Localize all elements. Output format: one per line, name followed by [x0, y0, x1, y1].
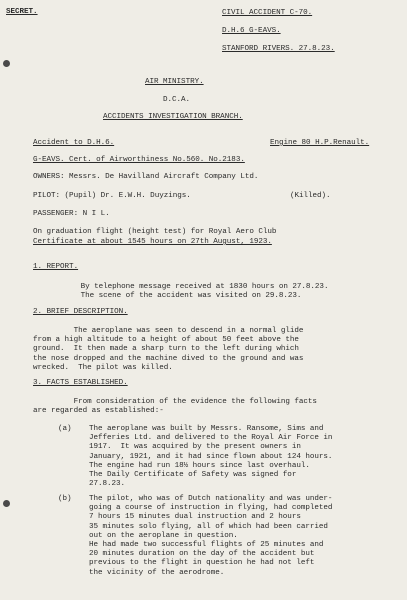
punch-hole-bottom — [3, 500, 10, 507]
item-b-body: The pilot, who was of Dutch nationality and was under- going a course of instruction in flying, had completed 7 hours 15 minutes dual instruction and 2 hours 35 minutes solo flying, all of which had been carried out on the aeroplane in question. He had made two successful flights of 25 minutes and 20 minutes duration on the day of the accident but previous to the flight in question he had not left the vicinity of the aerodrome. — [89, 495, 333, 577]
section-report-body: By telephone message received at 1830 hours on 27.8.23. The scene of the accident was visited on 29.8.23. — [80, 283, 329, 301]
item-b-label: (b) — [58, 495, 72, 503]
pilot-line: PILOT: (Pupil) Dr. E.W.H. Duyzings. — [33, 192, 191, 200]
section-description-body: The aeroplane was seen to descend in a normal glide from a high altitude to a height of about 50 feet above the ground. It then made a sharp turn to the left during which the nose dropped and the machine dived to the ground and was wrecked. The pilot was killed. — [33, 327, 304, 372]
section-facts-intro: From consideration of the evidence the following facts are regarded as established:- — [33, 398, 317, 416]
owners-line: OWNERS: Messrs. De Havilland Aircraft Company Ltd. — [33, 173, 259, 181]
section-report-heading: 1. REPORT. — [33, 263, 79, 271]
section-description-heading: 2. BRIEF DESCRIPTION. — [33, 308, 128, 316]
passenger-line: PASSENGER: N I L. — [33, 210, 110, 218]
secret-marking: SECRET. — [6, 8, 38, 16]
civil-accident-number: CIVIL ACCIDENT C-70. — [222, 9, 313, 17]
branch-title: ACCIDENTS INVESTIGATION BRANCH. — [103, 113, 243, 121]
ministry-title: AIR MINISTRY. — [145, 78, 204, 86]
engine-type: Engine 80 H.P.Renault. — [270, 139, 370, 147]
flight-description-2: Certificate at about 1545 hours on 27th August, 1923. — [33, 238, 272, 246]
airworthiness-line: G-EAVS. Cert. of Airworthiness No.560. No.2183. — [33, 156, 245, 164]
punch-hole-top — [3, 60, 10, 67]
item-a-label: (a) — [58, 425, 72, 433]
department: D.C.A. — [163, 96, 191, 104]
flight-description-1: On graduation flight (height test) for Royal Aero Club — [33, 228, 277, 236]
pilot-status: (Killed). — [290, 192, 331, 200]
aircraft-registration: D.H.6 G-EAVS. — [222, 27, 281, 35]
place-and-date: STANFORD RIVERS. 27.8.23. — [222, 45, 335, 53]
accident-aircraft: Accident to D.H.6. — [33, 139, 115, 147]
section-facts-heading: 3. FACTS ESTABLISHED. — [33, 379, 128, 387]
item-a-body: The aeroplane was built by Messrs. Ransome, Sims and Jefferies Ltd. and delivered to the Royal Air Force in 1917. It was acquired by the present owners in January, 1921, and it had since flown about 124 hours. The engine had run 18½ hours since last overhaul. The Daily Certificate of Safety was signed for 27.8.23. — [89, 425, 333, 489]
